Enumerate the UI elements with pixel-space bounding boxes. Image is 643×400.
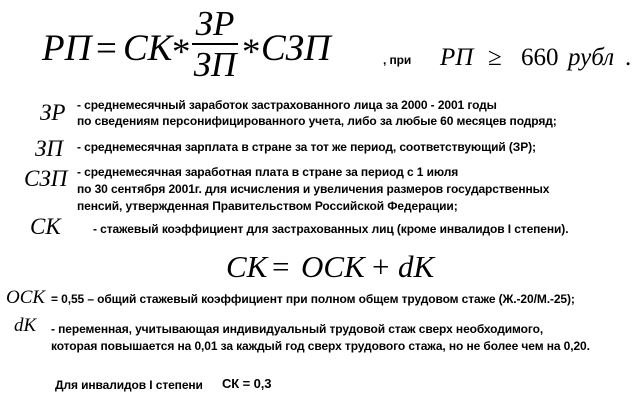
fraction-denominator: ЗП — [193, 45, 237, 84]
formula-szp: СЗП — [261, 28, 331, 69]
disabled-note-text: Для инвалидов I степени — [55, 378, 203, 392]
sk-formula-dk: dК — [398, 249, 435, 284]
dk-symbol: dК — [14, 315, 37, 336]
formula-sk: СК — [123, 28, 173, 69]
definition-sk-line-1: - стажевый коэффициент для застрахованных лиц (кроме инвалидов I степени). — [93, 222, 569, 236]
disabled-note-formula: СК = 0,3 — [222, 376, 272, 391]
definition-symbol-sk: СК — [30, 214, 61, 239]
sk-formula-osk: ОСК — [301, 249, 365, 284]
definition-zr-line-1: - среднемесячный заработок застрахованного лица за 2000 - 2001 годы — [77, 98, 497, 112]
definition-symbol-szp: СЗП — [24, 166, 68, 191]
sk-formula-plus: + — [372, 249, 390, 284]
fraction-numerator: ЗР — [195, 4, 235, 43]
sk-formula-lhs: СК — [226, 249, 268, 284]
condition-dot: . — [625, 44, 632, 71]
dk-definition-line-2: которая повышается на 0,01 за каждый год сверх трудового стажа, но не более чем на 0,20. — [51, 339, 590, 353]
definition-szp-line-1: - среднемесячная заработная плата в стране за период с 1 июля — [77, 165, 459, 179]
formula-lhs: РП — [42, 28, 92, 69]
condition-value: 660 — [521, 44, 559, 71]
condition-lhs: РП — [440, 44, 474, 71]
formula-multiply-1: * — [172, 32, 191, 73]
osk-definition: = 0,55 – общий стажевый коэффициент при полном общем трудовом стаже (Ж.-20/М.-25); — [51, 292, 575, 306]
osk-symbol: ОСК — [6, 287, 46, 308]
formula-fraction — [192, 6, 238, 83]
definition-szp-line-3: пенсий, утвержденная Правительством Российской Федерации; — [77, 199, 458, 213]
definition-zr-line-2: по сведениям персонифицированного учета, либо за любые 60 месяцев подряд; — [77, 114, 557, 128]
formula-equals: = — [96, 28, 117, 69]
formula-multiply-2: * — [242, 32, 261, 73]
definition-zp-line-1: - среднемесячная зарплата в стране за тот же период, соответствующий (ЗР); — [77, 140, 536, 154]
dk-definition-line-1: - переменная, учитывающая индивидуальный трудовой стаж сверх необходимого, — [51, 322, 544, 336]
definition-symbol-zr: ЗР — [40, 100, 66, 125]
condition-pri: , при — [383, 53, 412, 67]
condition-operator: ≥ — [488, 44, 502, 71]
definition-symbol-zp: ЗП — [35, 136, 63, 161]
condition-unit: рубл — [568, 44, 615, 71]
definition-szp-line-2: по 30 сентября 2001г. для исчисления и увеличения размеров государственных — [77, 182, 550, 196]
sk-formula-equals: = — [272, 249, 290, 284]
